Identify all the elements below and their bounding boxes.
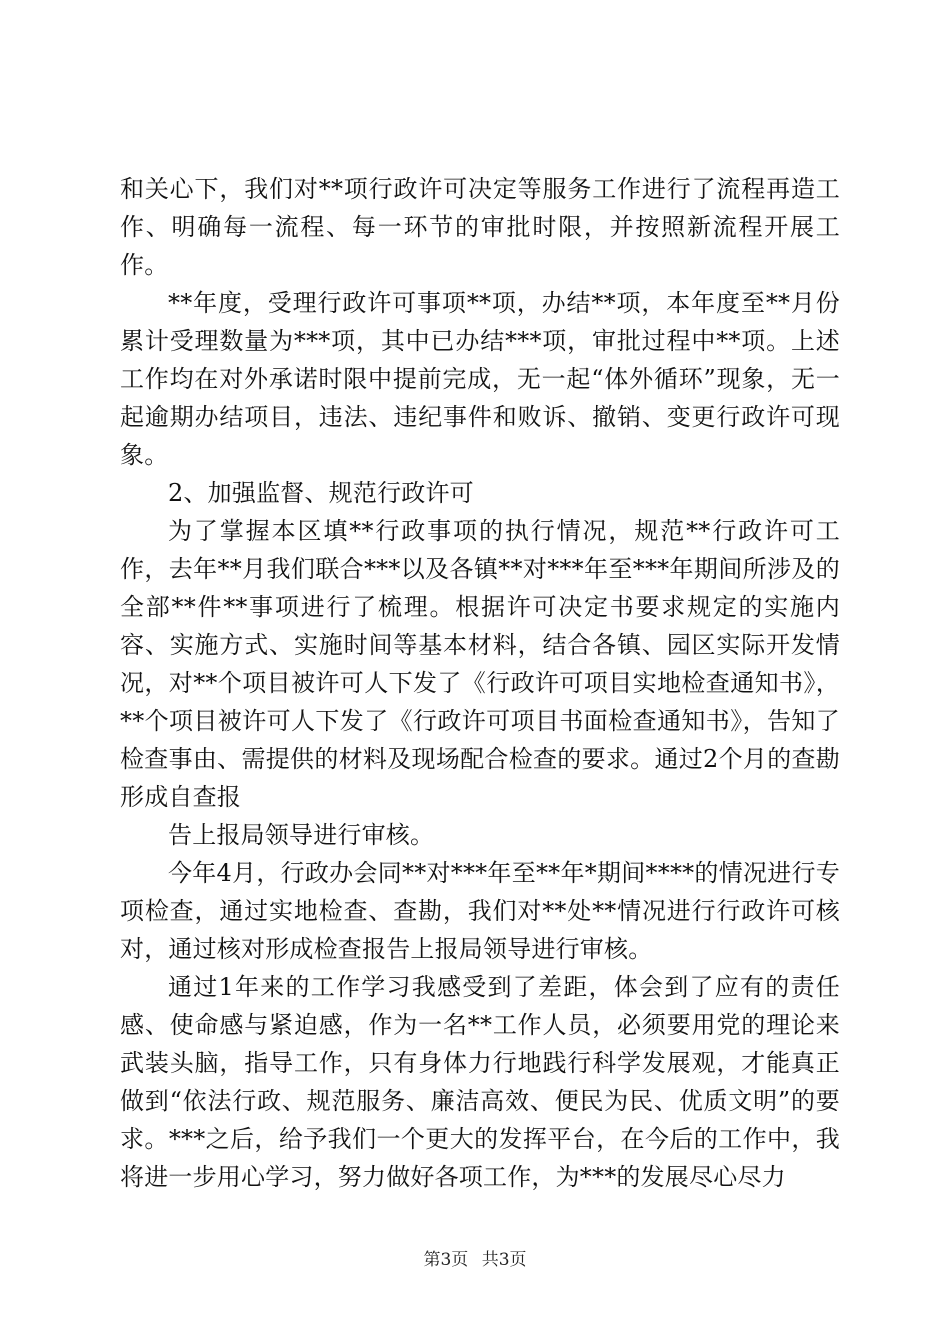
page-number: 第3页	[423, 1250, 469, 1270]
paragraph-special-inspection: 今年4月，行政办会同**对***年至**年*期间****的情况进行专项检查，通过实地检查、查勘，我们对**处**情况进行行政许可核对，通过核对形成检查报告上报局领导进行审核。	[120, 859, 840, 963]
paragraph-statistics: **年度，受理行政许可事项**项，办结**项，本年度至**月份累计受理数量为***项，其中已办结***项，审批过程中**项。上述工作均在对外承诺时限中提前完成，无一起“体外循环”现象，无一起逾期办结项目，违法、违纪事件和败诉、撤销、变更行政许可现象。	[120, 289, 840, 469]
paragraph-supervision: 为了掌握本区填**行政事项的执行情况，规范**行政许可工作，去年**月我们联合***以及各镇**对***年至***年期间所涉及的全部**件**事项进行了梳理。根据许可决定书要求规定的实施内容、实施方式、实施时间等基本材料，结合各镇、园区实际开发情况，对**个项目被许可人下发了《行政许可项目实地检查通知书》，**个项目被许可人下发了《行政许可项目书面检查通知书》，告知了检查事由、需提供的材料及现场配合检查的要求。通过2个月的查勘形成自查报	[120, 517, 840, 811]
section-heading: 2、加强监督、规范行政许可	[168, 479, 474, 507]
paragraph-continuation: 和关心下，我们对**项行政许可决定等服务工作进行了流程再造工作、明确每一流程、每一环节的审批时限，并按照新流程开展工作。	[120, 175, 840, 279]
page-total: 共3页	[481, 1250, 527, 1270]
document-body	[120, 170, 840, 1196]
page-footer	[0, 1245, 950, 1270]
paragraph-report-review: 告上报局领导进行审核。	[168, 821, 435, 849]
paragraph-conclusion: 通过1年来的工作学习我感受到了差距，体会到了应有的责任感、使命感与紧迫感，作为一名**工作人员，必须要用党的理论来武装头脑，指导工作，只有身体力行地践行科学发展观，才能真正做到“依法行政、规范服务、廉洁高效、便民为民、优质文明”的要求。***之后，给予我们一个更大的发挥平台，在今后的工作中，我将进一步用心学习，努力做好各项工作，为***的发展尽心尽力	[120, 973, 840, 1191]
